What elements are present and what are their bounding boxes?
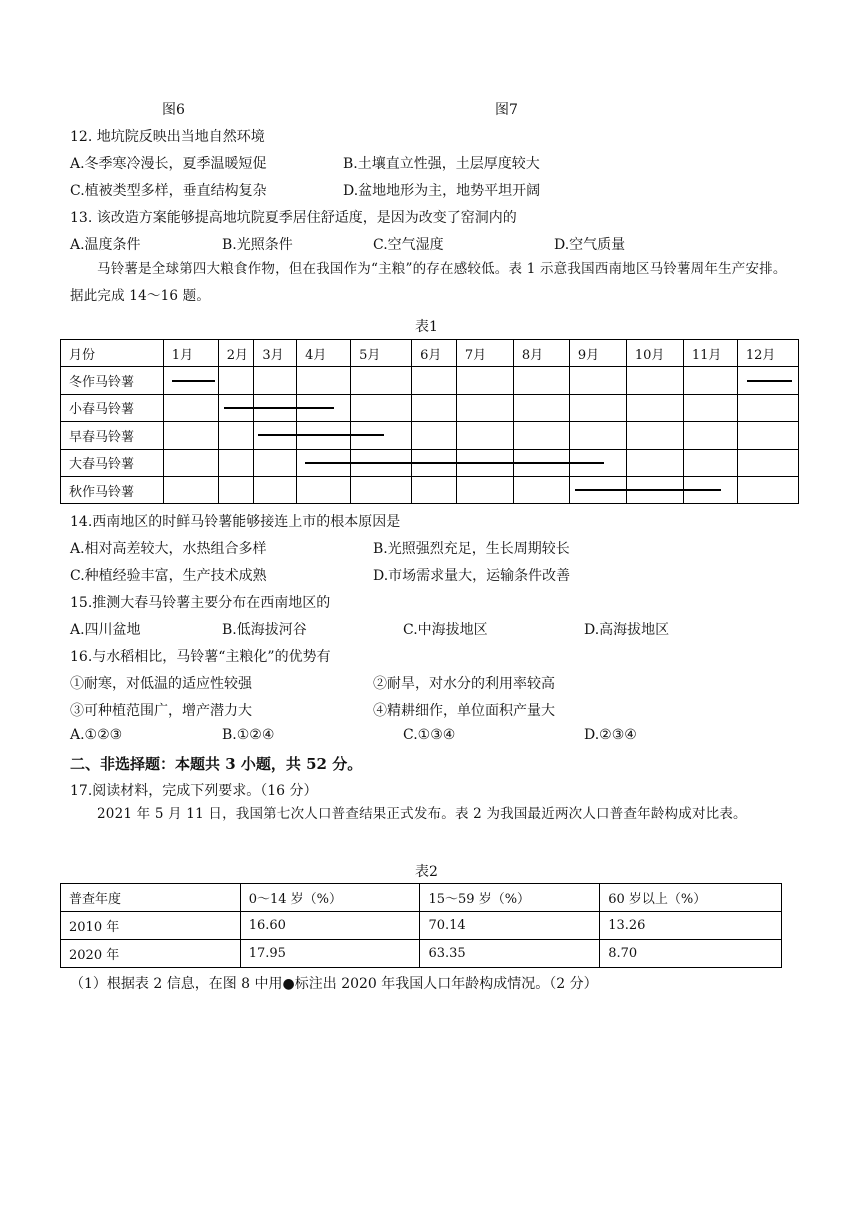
month-cell [513,476,569,503]
table-header-cell: 1月 [163,340,218,367]
table-header-cell: 0～14 岁（%） [240,884,420,912]
table-header-cell: 2月 [218,340,254,367]
table-header-cell: 15～59 岁（%） [420,884,600,912]
q15-option-d: D.高海拔地区 [584,622,670,638]
q16-item-4: ④精耕细作，单位面积产量大 [373,703,555,719]
month-cell [456,476,513,503]
month-cell [513,422,569,449]
table-header-cell: 6月 [412,340,457,367]
intro-paragraph-14-16: 马铃薯是全球第四大粮食作物，但在我国作为“主粮”的存在感较低。表 1 示意我国西南地区马铃薯周年生产安排。据此完成 14～16 题。 [70,261,787,304]
growth-period-bar [172,380,216,382]
month-cell [626,367,683,394]
question-17-stem: 17.阅读材料，完成下列要求。（16 分） [70,783,318,799]
row-label-cell: 秋作马铃薯 [61,476,164,503]
figure-7-label: 图7 [495,102,518,118]
table-header-cell: 5月 [351,340,412,367]
question-13-stem: 13. 该改造方案能够提高地坑院夏季居住舒适度，是因为改变了窑洞内的 [70,210,517,226]
month-cell [351,476,412,503]
growth-period-bar [575,489,721,491]
table-cell: 17.95 [240,940,420,968]
q14-option-b: B.光照强烈充足，生长周期较长 [373,541,570,557]
table-cell: 70.14 [420,912,600,940]
month-cell [737,449,798,476]
question-14-stem: 14.西南地区的时鲜马铃薯能够接连上市的根本原因是 [70,514,401,530]
month-cell [626,422,683,449]
table-header-cell: 9月 [569,340,626,367]
month-cell [163,449,218,476]
q16-item-3: ③可种植范围广，增产潜力大 [70,703,252,719]
table-header-cell: 4月 [297,340,351,367]
month-cell [218,449,254,476]
census-age-table [60,883,782,968]
table-cell: 16.60 [240,912,420,940]
month-cell [163,394,218,421]
table-cell: 8.70 [600,940,782,968]
table-row [61,912,782,940]
q16-option-a: A.①②③ [70,727,123,743]
q13-option-a: A.温度条件 [70,237,141,253]
row-label-cell: 大春马铃薯 [61,449,164,476]
month-cell [456,367,513,394]
growth-period-bar [305,462,604,464]
month-cell [737,476,798,503]
q14-option-c: C.种植经验丰富，生产技术成熟 [70,568,267,584]
q12-option-d: D.盆地地形为主，地势平坦开阔 [343,183,541,199]
section-2-heading: 二、非选择题：本题共 3 小题，共 52 分。 [70,755,363,773]
month-cell [297,476,351,503]
row-label-cell: 冬作马铃薯 [61,367,164,394]
question-17-sub-1: （1）根据表 2 信息，在图 8 中用●标注出 2020 年我国人口年龄构成情况。（2 分） [70,976,598,992]
question-15-stem: 15.推测大春马铃薯主要分布在西南地区的 [70,595,331,611]
month-cell [456,422,513,449]
q16-item-2: ②耐旱，对水分的利用率较高 [373,676,555,692]
question-12-stem: 12. 地坑院反映出当地自然环境 [70,129,265,145]
table-cell: 2020 年 [61,940,241,968]
table-header-cell: 3月 [254,340,297,367]
month-cell [351,394,412,421]
q13-option-d: D.空气质量 [554,237,626,253]
q16-option-b: B.①②④ [222,727,275,743]
table-header-cell: 普查年度 [61,884,241,912]
month-cell [513,367,569,394]
month-cell [412,476,457,503]
figure-6-label: 图6 [162,102,185,118]
table-2-header-row [61,884,782,912]
q12-option-a: A.冬季寒冷漫长，夏季温暖短促 [70,156,267,172]
month-cell [626,394,683,421]
month-cell [456,394,513,421]
q14-option-d: D.市场需求量大，运输条件改善 [373,568,571,584]
table-header-cell: 10月 [626,340,683,367]
month-cell [412,422,457,449]
month-cell [737,422,798,449]
month-cell [412,367,457,394]
q13-option-b: B.光照条件 [222,237,293,253]
month-cell [254,367,297,394]
month-cell [569,422,626,449]
q15-option-c: C.中海拔地区 [403,622,488,638]
table-header-cell: 8月 [513,340,569,367]
month-cell [254,449,297,476]
month-cell [163,422,218,449]
q16-option-d: D.②③④ [584,727,637,743]
q14-option-a: A.相对高差较大，水热组合多样 [70,541,267,557]
table-cell: 63.35 [420,940,600,968]
q12-option-b: B.土壤直立性强，土层厚度较大 [343,156,540,172]
table-header-cell: 月份 [61,340,164,367]
month-cell [569,367,626,394]
q12-option-c: C.植被类型多样，垂直结构复杂 [70,183,267,199]
month-cell [569,394,626,421]
q13-option-c: C.空气湿度 [373,237,444,253]
table-2-caption: 表2 [415,864,438,880]
table-header-cell: 7月 [456,340,513,367]
month-cell [218,367,254,394]
table-row [61,422,799,449]
q15-option-b: B.低海拔河谷 [222,622,307,638]
table-header-cell: 60 岁以上（%） [600,884,782,912]
row-label-cell: 小春马铃薯 [61,394,164,421]
month-cell [683,367,737,394]
month-cell [683,394,737,421]
question-16-stem: 16.与水稻相比，马铃薯“主粮化”的优势有 [70,649,331,665]
question-17-material: 2021 年 5 月 11 日，我国第七次人口普查结果正式发布。表 2 为我国最近两次人口普查年龄构成对比表。 [97,806,747,822]
month-cell [626,449,683,476]
month-cell [683,449,737,476]
month-cell [412,394,457,421]
q15-option-a: A.四川盆地 [70,622,141,638]
table-header-cell: 11月 [683,340,737,367]
month-cell [351,367,412,394]
table-1-header-row [61,340,799,367]
q16-option-c: C.①③④ [403,727,456,743]
table-cell: 2010 年 [61,912,241,940]
table-row [61,394,799,421]
month-cell [254,476,297,503]
row-label-cell: 早春马铃薯 [61,422,164,449]
potato-production-table [60,339,799,504]
q16-item-1: ①耐寒，对低温的适应性较强 [70,676,252,692]
table-row [61,940,782,968]
month-cell [297,367,351,394]
growth-period-bar [747,380,793,382]
growth-period-bar [224,407,335,409]
month-cell [163,476,218,503]
table-cell: 13.26 [600,912,782,940]
month-cell [218,476,254,503]
month-cell [737,394,798,421]
table-header-cell: 12月 [737,340,798,367]
month-cell [218,422,254,449]
table-1-caption: 表1 [415,319,438,335]
month-cell [683,422,737,449]
growth-period-bar [258,434,384,436]
month-cell [513,394,569,421]
